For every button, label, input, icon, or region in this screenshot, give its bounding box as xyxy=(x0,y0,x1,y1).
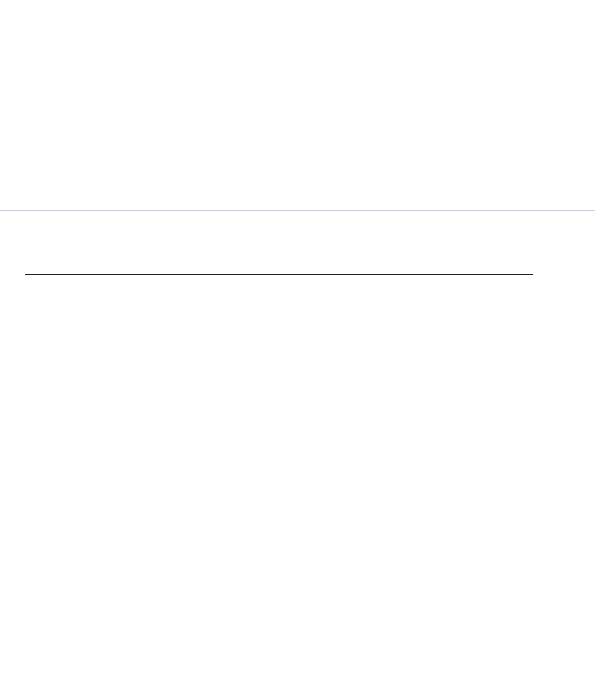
page-header xyxy=(25,256,533,275)
page-divider xyxy=(0,210,595,211)
problem-block xyxy=(77,10,582,16)
